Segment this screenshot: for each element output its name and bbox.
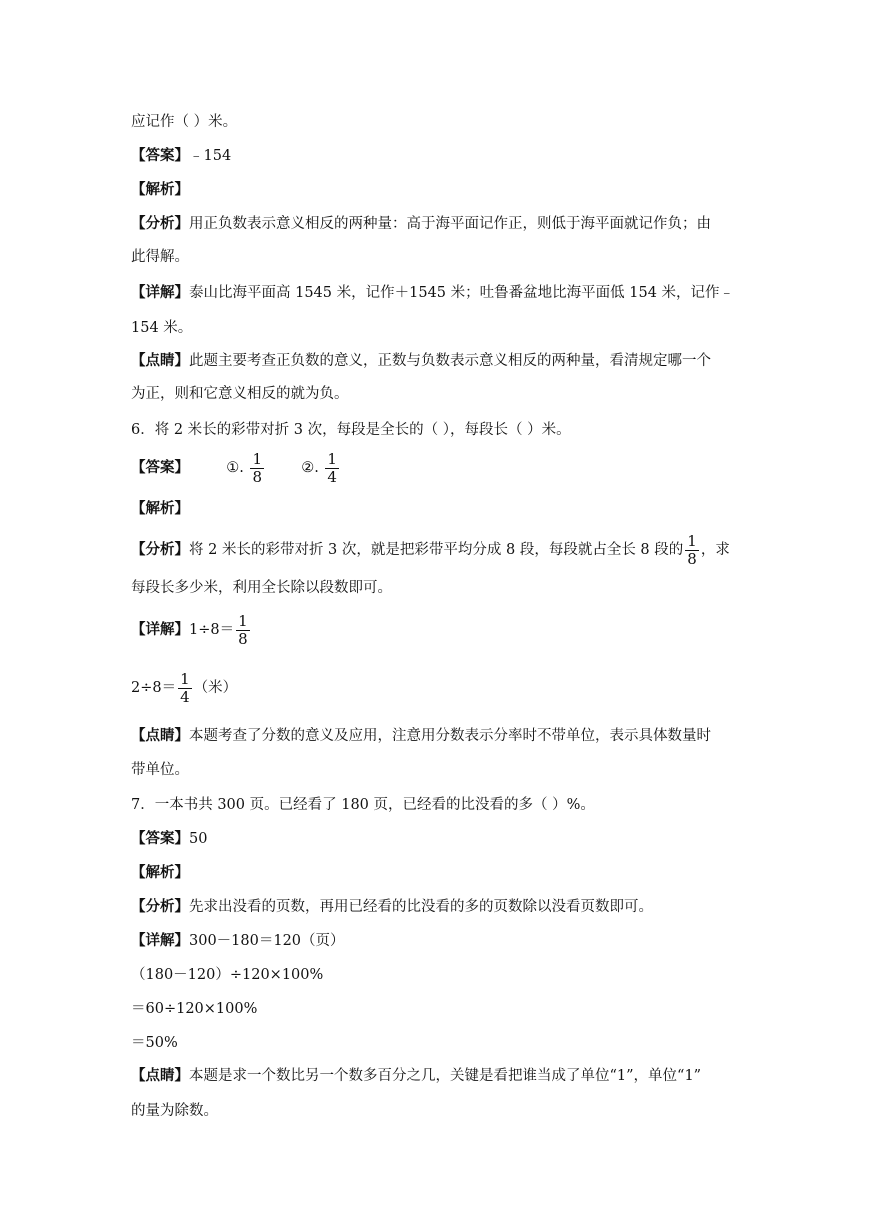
fraction-one-quarter: $\frac{1}{4}$ <box>327 449 337 486</box>
analysis-7-line <box>131 897 653 917</box>
comment-text: 本题是求一个数比另一个数多百分之几，关键是看把谁当成了单位“1”，单位“1” <box>189 1068 702 1084</box>
analysis-text: 用正负数表示意义相反的两种量：高于海平面记作正，则低于海平面就记作负；由 <box>189 216 711 232</box>
comment-text: 此题主要考查正负数的意义，正数与负数表示意义相反的两种量，看清规定哪一个 <box>189 353 711 369</box>
tag-analysis: 【解析】 <box>131 500 189 517</box>
tag-answer: 【答案】 <box>131 147 189 164</box>
fraction-one-eighth: $\frac{1}{8}$ <box>238 611 248 648</box>
comment-line <box>131 726 711 746</box>
tag-dianjing: 【点睛】 <box>131 1067 189 1084</box>
tag-dianjing: 【点睛】 <box>131 727 189 744</box>
text-line: 应记作（ ）米。 <box>131 114 238 130</box>
text-line: 此得解。 <box>131 249 189 265</box>
tag-xiangjie: 【详解】 <box>131 284 189 301</box>
unit: （米） <box>193 680 238 696</box>
answer-marker-1: ①. <box>226 460 244 476</box>
answer-marker-2: ②. <box>301 460 319 476</box>
equation-line: （180－120）÷120×100% <box>131 967 324 983</box>
text-line: 的量为除数。 <box>131 1103 218 1119</box>
equation: 1÷8＝ <box>189 622 235 638</box>
question-7: 7．一本书共 300 页。已经看了 180 页，已经看的比没看的多（ ）%。 <box>131 797 595 813</box>
question-6: 6．将 2 米长的彩带对折 3 次，每段是全长的（ ），每段长（ ）米。 <box>131 422 571 438</box>
comment-line <box>131 351 711 371</box>
fraction-one-eighth: $\frac{1}{8}$ <box>687 531 697 568</box>
detail-text: 泰山比海平面高 1545 米，记作＋1545 米；吐鲁番盆地比海平面低 154 米，记作﹣ <box>189 285 735 301</box>
detail-line <box>131 283 734 303</box>
answer-6-line <box>131 448 341 488</box>
detail-6-line <box>131 610 252 650</box>
text-line: 带单位。 <box>131 762 189 778</box>
equation: 300－180＝120（页） <box>189 933 345 949</box>
answer-value: 50 <box>189 831 208 847</box>
analysis-text: 将 2 米长的彩带对折 3 次，就是把彩带平均分成 8 段，每段就占全长 8 段的 <box>189 542 684 558</box>
comment-text: 本题考查了分数的意义及应用，注意用分数表示分率时不带单位，表示具体数量时 <box>189 728 711 744</box>
analysis-6-line <box>131 530 730 570</box>
tag-dianjing: 【点睛】 <box>131 352 189 369</box>
analysis-text: 先求出没看的页数，再用已经看的比没看的多的页数除以没看页数即可。 <box>189 899 653 915</box>
answer-7-line <box>131 829 207 849</box>
answer-value: ﹣154 <box>189 148 232 164</box>
analysis-line <box>131 214 711 234</box>
detail-6b-line <box>131 668 237 708</box>
tag-fenxi: 【分析】 <box>131 541 189 558</box>
comment-line <box>131 1066 701 1086</box>
tag-fenxi: 【分析】 <box>131 898 189 915</box>
tag-xiangjie: 【详解】 <box>131 621 189 638</box>
text-line: 为正，则和它意义相反的就为负。 <box>131 386 349 402</box>
equation: 2÷8＝ <box>131 680 177 696</box>
tag-analysis: 【解析】 <box>131 864 189 881</box>
tag-answer: 【答案】 <box>131 830 189 847</box>
answer-line <box>131 146 231 166</box>
tag-analysis: 【解析】 <box>131 181 189 198</box>
tag-xiangjie: 【详解】 <box>131 932 189 949</box>
fraction-one-quarter: $\frac{1}{4}$ <box>180 669 190 706</box>
detail-7-line <box>131 931 345 951</box>
tag-answer: 【答案】 <box>131 459 189 476</box>
text-line: 每段长多少米，利用全长除以段数即可。 <box>131 580 392 596</box>
text-line: 154 米。 <box>131 320 193 336</box>
analysis-tail: ，求 <box>700 542 730 558</box>
equation-line: ＝50% <box>131 1035 178 1051</box>
fraction-one-eighth: $\frac{1}{8}$ <box>252 449 262 486</box>
equation-line: ＝60÷120×100% <box>131 1001 258 1017</box>
tag-fenxi: 【分析】 <box>131 215 189 232</box>
